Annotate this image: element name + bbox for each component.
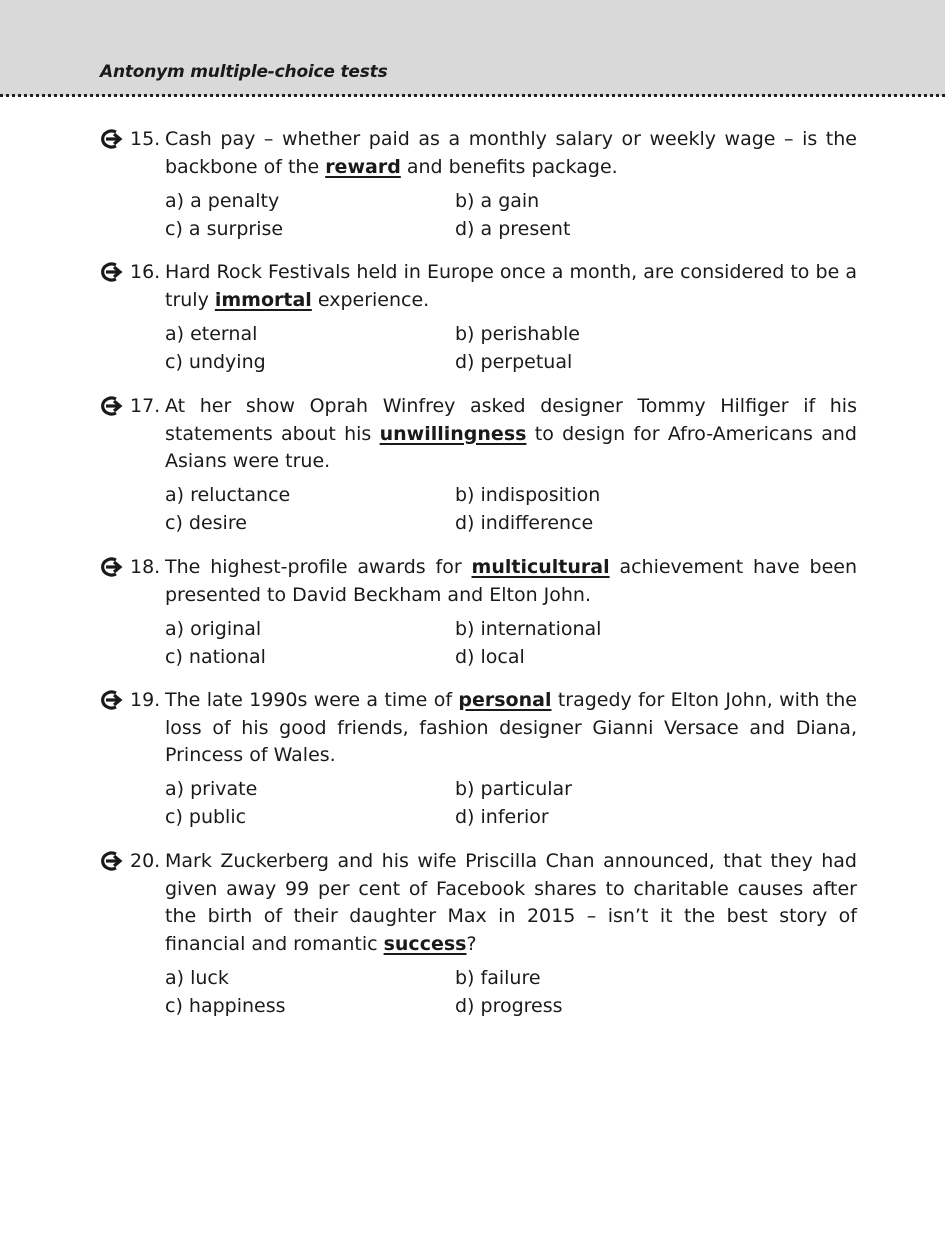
keyword: unwillingness [379,422,527,445]
page-header-title: Antonym multiple-choice tests [100,62,388,82]
question-number: 16. [130,261,161,283]
option-a: a) luck [165,967,229,989]
question-text: At her show Oprah Winfrey asked designer Tommy Hilfiger if his statements about his unwillingness to design for Afro-Americans and Asians were true. [165,395,857,472]
option-d: d) a present [455,217,571,240]
option-c: c) happiness [165,994,286,1017]
option-c: c) public [165,805,247,828]
arrow-right-circle-icon [100,261,124,283]
arrow-right-circle-icon [100,850,124,872]
option-c: c) undying [165,350,266,373]
option-d: d) inferior [455,805,549,828]
arrow-right-circle-icon [100,556,124,578]
question-text: Hard Rock Festivals held in Europe once a month, are considered to be a truly immortal experience. [165,261,857,311]
question-text: Cash pay – whether paid as a monthly salary or weekly wage – is the backbone of the reward and benefits package. [165,128,857,178]
arrow-right-circle-icon [100,395,124,417]
option-b: b) failure [455,967,541,989]
option-d: d) perpetual [455,350,573,373]
option-d: d) local [455,645,525,668]
arrow-right-circle-icon [100,689,124,711]
option-b: b) particular [455,778,572,800]
option-c: c) a surprise [165,217,284,240]
question-number: 19. [130,689,161,711]
option-a: a) eternal [165,323,258,345]
option-c: c) desire [165,511,247,534]
question-number: 20. [130,850,161,872]
arrow-right-circle-icon [100,128,124,150]
option-b: b) international [455,618,602,640]
question-text: The highest-profile awards for multicultural achievement have been presented to David Beckham and Elton John. [165,556,857,606]
option-a: a) original [165,618,262,640]
header-dotted-rule [0,94,945,97]
question-number: 17. [130,395,161,417]
option-d: d) progress [455,994,563,1017]
keyword: immortal [214,288,312,311]
question-number: 18. [130,556,161,578]
keyword: reward [325,155,401,178]
question-text: The late 1990s were a time of personal tragedy for Elton John, with the loss of his good friends, fashion designer Gianni Versace and Diana, Princess of Wales. [165,689,857,766]
option-a: a) reluctance [165,484,291,506]
question-text: Mark Zuckerberg and his wife Priscilla Chan announced, that they had given away 99 per cent of Facebook shares to charitable causes after the birth of their daughter Max in 2015 – isn’t it the best story of financial and romantic success? [165,850,857,955]
option-d: d) indifference [455,511,594,534]
option-b: b) perishable [455,323,580,345]
option-c: c) national [165,645,266,668]
option-b: b) a gain [455,190,540,212]
question-number: 15. [130,128,161,150]
option-a: a) a penalty [165,190,280,212]
keyword: multicultural [471,556,610,578]
keyword: personal [458,689,552,711]
keyword: success [383,932,467,955]
option-b: b) indisposition [455,484,601,506]
option-a: a) private [165,778,258,800]
